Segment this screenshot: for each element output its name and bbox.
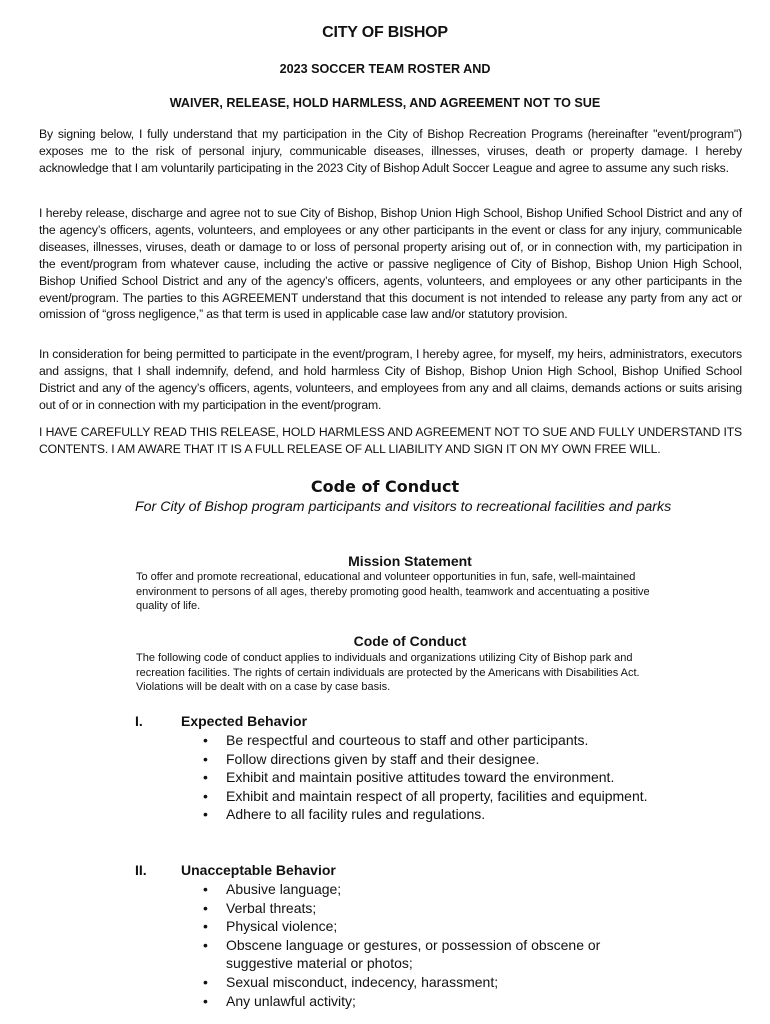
section-numeral-expected: I. [135,713,143,729]
document-subtitle: 2023 SOCCER TEAM ROSTER AND [279,62,491,76]
list-item: • Any unlawful activity; [200,992,650,1011]
expected-behavior-list [200,731,650,824]
list-item: • Exhibit and maintain positive attitudes toward the environment. [200,768,650,787]
code-of-conduct-heading: Code of Conduct [310,477,460,496]
conduct-section-title: Code of Conduct [353,633,467,649]
unacceptable-behavior-title: Unacceptable Behavior [181,862,336,878]
list-item: • Obscene language or gestures, or possession of obscene or suggestive material or photos; [200,936,650,973]
document-subtitle-waiver: WAIVER, RELEASE, HOLD HARMLESS, AND AGREEMENT NOT TO SUE [169,96,601,110]
list-item: • Sexual misconduct, indecency, harassment; [200,973,650,992]
waiver-paragraph-release: I hereby release, discharge and agree not to sue City of Bishop, Bishop Union High School, Bishop Unified School District and any of the agency’s officers, agents, volunteers, and employees or any other participants in the event or class for any injury, communicable diseases, illnesses, viruses, death or damage to or loss of personal property arising out of, or in connection with, my participation in the event/program from whatever cause, including the active or passive negligence of City of Bishop, Bishop Union High School, Bishop Unified School District and any of the agency’s officers, agents, volunteers, and employees or any other participants in the event/program. The parties to this AGREEMENT understand that this document is not intended to release any party from any act or omission of “gross negligence,” as that term is used in applicable case law and/or statutory provision. [39,206,742,322]
waiver-paragraph-risk: By signing below, I fully understand that my participation in the City of Bishop Recreation Programs (hereinafter "event/program") exposes me to the risk of personal injury, communicable diseases, illnesses, viruses, death or property damage. I hereby acknowledge that I am voluntarily participating in the 2023 City of Bishop Adult Soccer League and agree to assume any such risks. [39,127,742,175]
list-item: • Abusive language; [200,880,650,899]
list-item: • Verbal threats; [200,899,650,918]
conduct-section-text: The following code of conduct applies to individuals and organizations utilizing City of Bishop park and recreation facilities. The rights of certain individuals are protected by the Americans with Disabilities Act. Violations will be dealt with on a case by case basis. [136,652,640,694]
code-of-conduct-subheading: For City of Bishop program participants and visitors to recreational facilities and parks [135,499,672,515]
unacceptable-behavior-list [200,880,650,1010]
document-title: CITY OF BISHOP [322,24,448,41]
list-item: • Physical violence; [200,917,650,936]
waiver-paragraph-acknowledgement: I HAVE CAREFULLY READ THIS RELEASE, HOLD HARMLESS AND AGREEMENT NOT TO SUE AND FULLY UNDERSTAND ITS CONTENTS. I AM AWARE THAT IT IS A FULL RELEASE OF ALL LIABILITY AND SIGN IT ON MY OWN FREE WILL. [39,425,742,456]
mission-statement-text: To offer and promote recreational, educational and volunteer opportunities in fun, safe, well-maintained environment to persons of all ages, thereby promoting good health, teamwork and accentuating a positive quality of life. [136,571,650,613]
section-numeral-unacceptable: II. [135,862,147,878]
waiver-paragraph-indemnify: In consideration for being permitted to participate in the event/program, I hereby agree, for myself, my heirs, administrators, executors and assigns, that I shall indemnify, defend, and hold harmless City of Bishop, Bishop Union High School, Bishop Unified School District and any of the agency’s officers, agents, volunteers, and employees from any and all claims, demands actions or suits arising out of or in connection with my participation in the event/program. [39,347,742,412]
list-item: • Be respectful and courteous to staff and other participants. [200,731,650,750]
list-item: • Exhibit and maintain respect of all property, facilities and equipment. [200,787,650,806]
mission-statement-title: Mission Statement [348,553,472,569]
expected-behavior-title: Expected Behavior [181,713,308,729]
list-item: • Adhere to all facility rules and regulations. [200,805,650,824]
list-item: • Follow directions given by staff and their designee. [200,750,650,769]
